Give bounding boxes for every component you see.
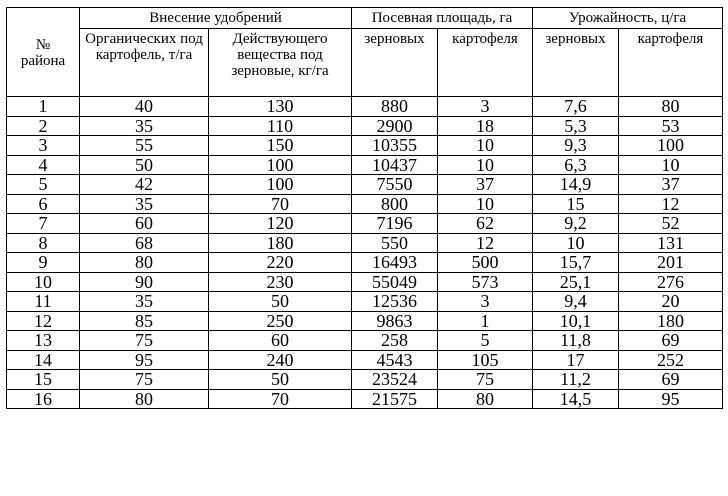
cell-area-grain: 7196 <box>352 214 438 234</box>
cell-yield-potato: 276 <box>619 272 723 292</box>
cell-area-potato: 10 <box>438 155 533 175</box>
cell-area-grain: 880 <box>352 97 438 117</box>
cell-area-potato: 5 <box>438 331 533 351</box>
cell-yield-potato: 100 <box>619 136 723 156</box>
cell-yield-grain: 25,1 <box>533 272 619 292</box>
cell-organic-fertilizer: 40 <box>80 97 209 117</box>
cell-active-substance: 70 <box>209 389 352 409</box>
cell-active-substance: 50 <box>209 292 352 312</box>
cell-yield-grain: 14,9 <box>533 175 619 195</box>
cell-yield-potato: 37 <box>619 175 723 195</box>
header-area-potato: картофеля <box>438 29 533 97</box>
cell-district-number: 6 <box>7 194 80 214</box>
table-row <box>7 311 723 331</box>
table-row <box>7 214 723 234</box>
cell-yield-potato: 53 <box>619 116 723 136</box>
header-yield-grain: зерновых <box>533 29 619 97</box>
cell-district-number: 5 <box>7 175 80 195</box>
cell-area-potato: 3 <box>438 292 533 312</box>
cell-area-grain: 12536 <box>352 292 438 312</box>
cell-area-potato: 105 <box>438 350 533 370</box>
cell-district-number: 10 <box>7 272 80 292</box>
cell-yield-grain: 9,3 <box>533 136 619 156</box>
cell-district-number: 14 <box>7 350 80 370</box>
header-sown-area-group: Посевная площадь, га <box>352 8 533 29</box>
cell-active-substance: 150 <box>209 136 352 156</box>
cell-organic-fertilizer: 68 <box>80 233 209 253</box>
cell-area-potato: 37 <box>438 175 533 195</box>
cell-area-potato: 500 <box>438 253 533 273</box>
cell-active-substance: 50 <box>209 370 352 390</box>
cell-yield-potato: 180 <box>619 311 723 331</box>
cell-yield-grain: 9,4 <box>533 292 619 312</box>
cell-area-potato: 10 <box>438 136 533 156</box>
cell-organic-fertilizer: 60 <box>80 214 209 234</box>
cell-yield-grain: 15 <box>533 194 619 214</box>
cell-yield-potato: 80 <box>619 97 723 117</box>
table-row <box>7 292 723 312</box>
cell-organic-fertilizer: 85 <box>80 311 209 331</box>
table-row <box>7 370 723 390</box>
cell-area-potato: 80 <box>438 389 533 409</box>
cell-district-number: 1 <box>7 97 80 117</box>
table-row <box>7 331 723 351</box>
cell-area-potato: 10 <box>438 194 533 214</box>
table-row <box>7 155 723 175</box>
cell-yield-grain: 7,6 <box>533 97 619 117</box>
fertilizer-yield-table <box>6 7 723 409</box>
cell-area-grain: 21575 <box>352 389 438 409</box>
cell-yield-potato: 131 <box>619 233 723 253</box>
cell-active-substance: 110 <box>209 116 352 136</box>
cell-active-substance: 250 <box>209 311 352 331</box>
cell-district-number: 15 <box>7 370 80 390</box>
cell-organic-fertilizer: 80 <box>80 389 209 409</box>
cell-district-number: 9 <box>7 253 80 273</box>
cell-area-grain: 258 <box>352 331 438 351</box>
cell-yield-potato: 20 <box>619 292 723 312</box>
cell-area-grain: 10437 <box>352 155 438 175</box>
cell-district-number: 11 <box>7 292 80 312</box>
cell-yield-potato: 52 <box>619 214 723 234</box>
cell-yield-potato: 69 <box>619 370 723 390</box>
header-area-grain: зерновых <box>352 29 438 97</box>
table-row <box>7 272 723 292</box>
cell-area-potato: 18 <box>438 116 533 136</box>
cell-yield-grain: 11,2 <box>533 370 619 390</box>
cell-area-grain: 800 <box>352 194 438 214</box>
header-active-substance: Действующего вещества под зерновые, кг/га <box>209 29 352 97</box>
table-row <box>7 389 723 409</box>
header-yield-group: Урожайность, ц/га <box>533 8 723 29</box>
table-row <box>7 233 723 253</box>
header-fertilizer-group: Внесение удобрений <box>80 8 352 29</box>
cell-active-substance: 220 <box>209 253 352 273</box>
cell-area-potato: 1 <box>438 311 533 331</box>
cell-area-grain: 16493 <box>352 253 438 273</box>
cell-yield-grain: 11,8 <box>533 331 619 351</box>
cell-active-substance: 240 <box>209 350 352 370</box>
cell-yield-grain: 14,5 <box>533 389 619 409</box>
cell-yield-grain: 10 <box>533 233 619 253</box>
cell-yield-potato: 12 <box>619 194 723 214</box>
table-row <box>7 116 723 136</box>
table-body <box>7 97 723 409</box>
cell-organic-fertilizer: 75 <box>80 370 209 390</box>
cell-yield-potato: 252 <box>619 350 723 370</box>
cell-district-number: 16 <box>7 389 80 409</box>
cell-active-substance: 70 <box>209 194 352 214</box>
cell-organic-fertilizer: 50 <box>80 155 209 175</box>
cell-yield-grain: 5,3 <box>533 116 619 136</box>
cell-district-number: 4 <box>7 155 80 175</box>
cell-yield-grain: 15,7 <box>533 253 619 273</box>
cell-area-grain: 7550 <box>352 175 438 195</box>
cell-district-number: 8 <box>7 233 80 253</box>
table-row <box>7 136 723 156</box>
cell-yield-potato: 201 <box>619 253 723 273</box>
cell-organic-fertilizer: 80 <box>80 253 209 273</box>
cell-active-substance: 130 <box>209 97 352 117</box>
cell-yield-potato: 95 <box>619 389 723 409</box>
cell-yield-potato: 10 <box>619 155 723 175</box>
cell-area-grain: 10355 <box>352 136 438 156</box>
cell-organic-fertilizer: 90 <box>80 272 209 292</box>
cell-district-number: 7 <box>7 214 80 234</box>
cell-area-potato: 62 <box>438 214 533 234</box>
cell-active-substance: 60 <box>209 331 352 351</box>
cell-area-grain: 9863 <box>352 311 438 331</box>
cell-district-number: 3 <box>7 136 80 156</box>
cell-yield-potato: 69 <box>619 331 723 351</box>
cell-area-potato: 12 <box>438 233 533 253</box>
cell-organic-fertilizer: 55 <box>80 136 209 156</box>
cell-active-substance: 120 <box>209 214 352 234</box>
cell-area-grain: 55049 <box>352 272 438 292</box>
cell-area-potato: 573 <box>438 272 533 292</box>
cell-active-substance: 180 <box>209 233 352 253</box>
table-row <box>7 194 723 214</box>
cell-organic-fertilizer: 95 <box>80 350 209 370</box>
table-row <box>7 253 723 273</box>
header-organic-fertilizer: Органических под картофель, т/га <box>80 29 209 97</box>
cell-area-grain: 23524 <box>352 370 438 390</box>
cell-area-potato: 75 <box>438 370 533 390</box>
cell-yield-grain: 10,1 <box>533 311 619 331</box>
header-yield-potato: картофеля <box>619 29 723 97</box>
cell-organic-fertilizer: 35 <box>80 292 209 312</box>
cell-active-substance: 100 <box>209 155 352 175</box>
header-district-number: № района <box>7 8 80 97</box>
cell-district-number: 2 <box>7 116 80 136</box>
cell-organic-fertilizer: 75 <box>80 331 209 351</box>
cell-area-grain: 4543 <box>352 350 438 370</box>
cell-organic-fertilizer: 35 <box>80 116 209 136</box>
cell-organic-fertilizer: 42 <box>80 175 209 195</box>
table-row <box>7 350 723 370</box>
cell-district-number: 13 <box>7 331 80 351</box>
cell-active-substance: 100 <box>209 175 352 195</box>
table-row <box>7 97 723 117</box>
cell-yield-grain: 6,3 <box>533 155 619 175</box>
cell-area-grain: 550 <box>352 233 438 253</box>
cell-organic-fertilizer: 35 <box>80 194 209 214</box>
cell-active-substance: 230 <box>209 272 352 292</box>
cell-yield-grain: 17 <box>533 350 619 370</box>
cell-district-number: 12 <box>7 311 80 331</box>
cell-area-grain: 2900 <box>352 116 438 136</box>
table-row <box>7 175 723 195</box>
cell-yield-grain: 9,2 <box>533 214 619 234</box>
cell-area-potato: 3 <box>438 97 533 117</box>
